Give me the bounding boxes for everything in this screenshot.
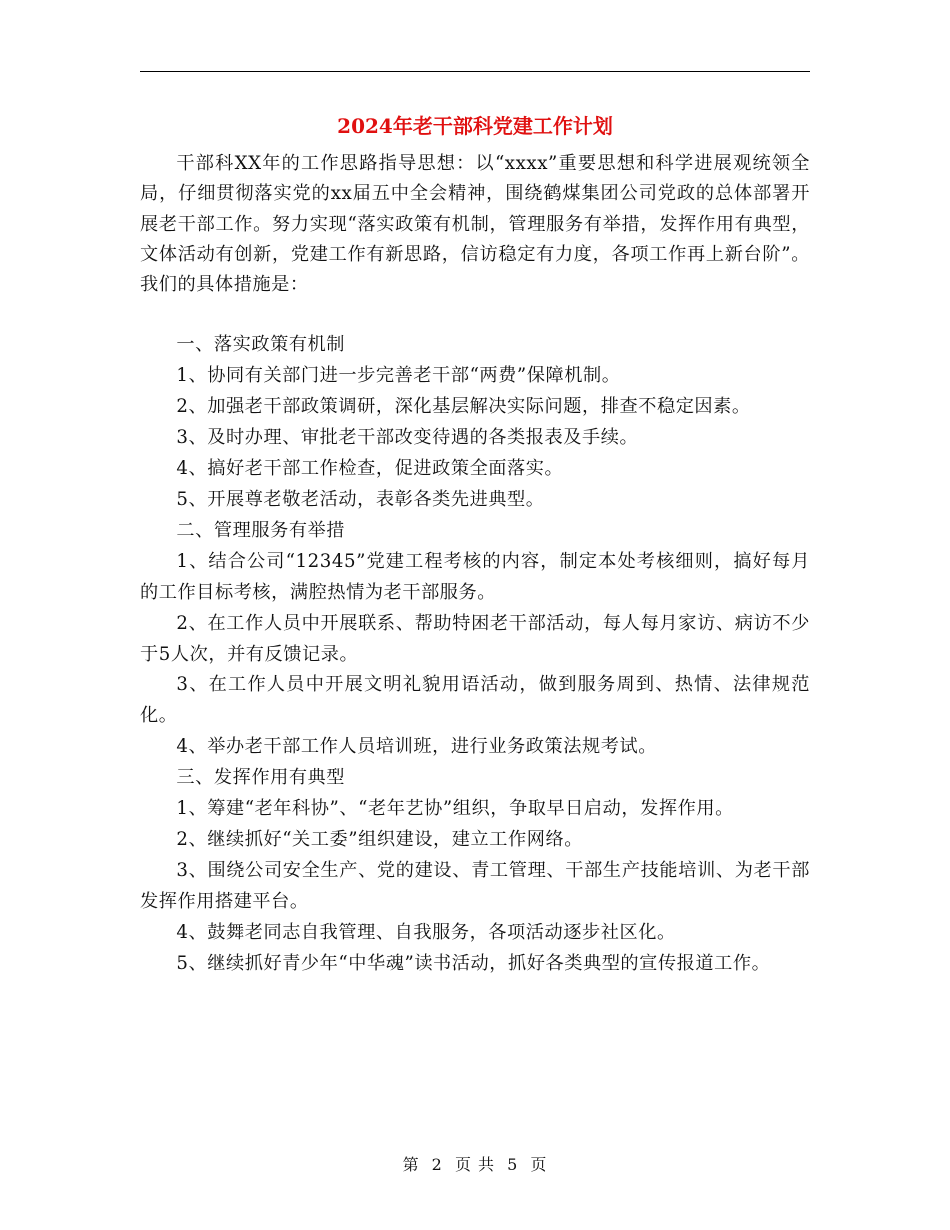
page-footer [0, 1152, 950, 1175]
body-paragraph: 5、继续抓好青少年“中华魂”读书活动，抓好各类典型的宣传报道工作。 [176, 952, 771, 974]
body-paragraph: 3、及时办理、审批老干部改变待遇的各类报表及手续。 [176, 427, 639, 449]
body-paragraph: 2、继续抓好“关工委”组织建设，建立工作网络。 [176, 828, 583, 850]
document-title: 2024年老干部科党建工作计划 [337, 114, 613, 138]
body-paragraph: 4、搞好老干部工作检查，促进政策全面落实。 [176, 458, 564, 480]
body-paragraph: 1、协同有关部门进一步完善老干部“两费”保障机制。 [176, 365, 621, 387]
document-body [140, 149, 810, 980]
body-paragraph: 4、鼓舞老同志自我管理、自我服务，各项活动逐步社区化。 [176, 921, 676, 943]
body-paragraph: 2、在工作人员中开展联系、帮助特困老干部活动，每人每月家访、病访不少于5人次，并有反馈记录。 [140, 612, 810, 665]
footer-suffix: 页 [530, 1155, 548, 1174]
footer-middle: 页 共 [454, 1155, 496, 1174]
body-paragraph: 1、结合公司“12345”党建工程考核的内容，制定本处考核细则，搞好每月的工作目标考核，满腔热情为老干部服务。 [140, 550, 810, 603]
body-paragraph: 4、举办老干部工作人员培训班，进行业务政策法规考试。 [176, 736, 657, 758]
total-pages-number: 5 [507, 1155, 519, 1174]
intro-paragraph: 干部科XX年的工作思路指导思想：以“xxxx”重要思想和科学进展观统领全局，仔细贯彻落实党的xx届五中全会精神，围绕鹤煤集团公司党政的总体部署开展老干部工作。努力实现“落实政策有机制，管理服务有举措，发挥作用有典型，文体活动有创新，党建工作有新思路，信访稳定有力度，各项工作再上新台阶”。我们的具体措施是： [140, 153, 810, 296]
body-paragraph: 3、在工作人员中开展文明礼貌用语活动，做到服务周到、热情、法律规范化。 [140, 674, 810, 727]
body-paragraph: 2、加强老干部政策调研，深化基层解决实际问题，排查不稳定因素。 [176, 396, 751, 418]
header-rule [140, 71, 810, 72]
section-heading-2: 二、管理服务有举措 [176, 519, 346, 541]
footer-prefix: 第 [402, 1155, 420, 1174]
section-heading-1: 一、落实政策有机制 [176, 334, 346, 356]
body-paragraph: 5、开展尊老敬老活动，表彰各类先进典型。 [176, 489, 545, 511]
body-paragraph: 1、筹建“老年科协”、“老年艺协”组织，争取早日启动，发挥作用。 [176, 798, 734, 820]
body-paragraph: 3、围绕公司安全生产、党的建设、青工管理、干部生产技能培训、为老干部发挥作用搭建平台。 [140, 859, 810, 912]
section-heading-3: 三、发挥作用有典型 [176, 767, 346, 789]
current-page-number: 2 [431, 1155, 443, 1174]
